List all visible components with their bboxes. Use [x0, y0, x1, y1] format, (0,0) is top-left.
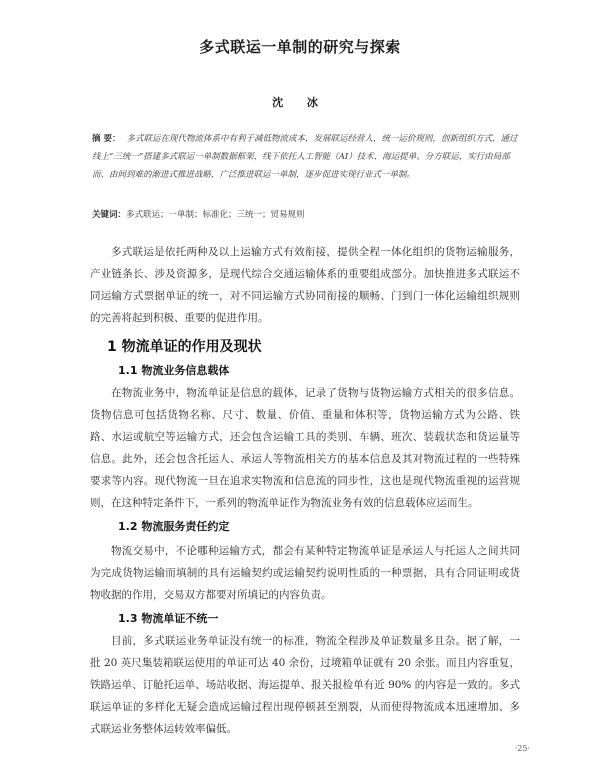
paper-title: 多式联运一单制的研究与探索: [199, 38, 401, 56]
abstract-text: 多式联运在现代物流体系中有利于减低物流成本，发展联运经营人，统一运价规则，创新组织方式，通过线上“三统一”搭建多式联运一单制数据框架，线下依托人工智能（AI）技术、海运提单、分方联运，实行由局部而、由间到难的渐进式推进战略，广泛推进联运一单制，逐步促进实现行业式一单制。: [92, 134, 518, 180]
section-1-1-heading: 1.1 物流业务信息载体: [118, 364, 230, 377]
keywords-label: 关键词：: [92, 210, 127, 220]
section-1-heading: 1 物流单证的作用及现状: [107, 339, 262, 355]
section-1-3-heading: 1.3 物流单证不统一: [118, 612, 219, 625]
intro-paragraph: 多式联运是依托两种及以上运输方式有效衔接，提供全程一体化组织的货物运输服务，产业链条长、涉及资源多，是现代综合交通运输体系的重要组成部分。加快推进多式联运不同运输方式票据单证的统一，对不同运输方式协同衔接的顺畅、门到门一体化运输组织规则的完善将起到积极、重要的促进作用。: [90, 246, 520, 324]
section-1-3-paragraph: 目前，多式联运业务单证没有统一的标准，物流全程涉及单证数量多且杂。据了解，一批 20 英尺集装箱联运使用的单证可达 40 余份，过境箱单证就有 20 余张。而且内容重复，铁路运单、订舱托运单、场站收据、海运提单、报关报检单有近 90% 的内容是一致的。多式联运单证的多样化无疑会造成运输过程出现停顿甚至割裂，从而使得物流成本迅速增加、多式联运业务整体运转效率偏低。: [90, 635, 520, 735]
section-1-1-paragraph: 在物流业务中，物流单证是信息的载体，记录了货物与货物运输方式相关的很多信息。货物信息可包括货物名称、尺寸、数量、价值、重量和体积等，货物运输方式为公路、铁路、水运或航空等运输方式，还会包含运输工具的类别、车辆、班次、装载状态和货运量等信息。此外，还会包含托运人、承运人等物流相关方的基本信息及其对物流过程的一些特殊要求等内容。现代物流一旦在追求实物流和信息流的同步性，这也是现代物流重视的运营规则，在这种特定条件下，一系列的物流单证作为物流业务有效的信息载体应运而生。: [90, 387, 520, 509]
paper-author: 沈 冰: [272, 96, 328, 109]
abstract-label: 摘 要：: [92, 134, 121, 144]
keywords-text: 多式联运；一单制；标准化；三统一；贸易规则: [126, 210, 305, 220]
keywords: [92, 208, 522, 222]
page-number: ·25·: [514, 744, 530, 753]
section-1-2-heading: 1.2 物流服务责任约定: [118, 520, 230, 533]
abstract: [92, 130, 522, 184]
section-1-2-paragraph: 物流交易中，不论哪种运输方式，都会有某种特定物流单证是承运人与托运人之间共同为完成货物运输而填制的具有运输契约或运输契约说明性质的一种票据，具有合同证明或货物收据的作用，交易双方都要对所填记的内容负责。: [90, 545, 520, 601]
